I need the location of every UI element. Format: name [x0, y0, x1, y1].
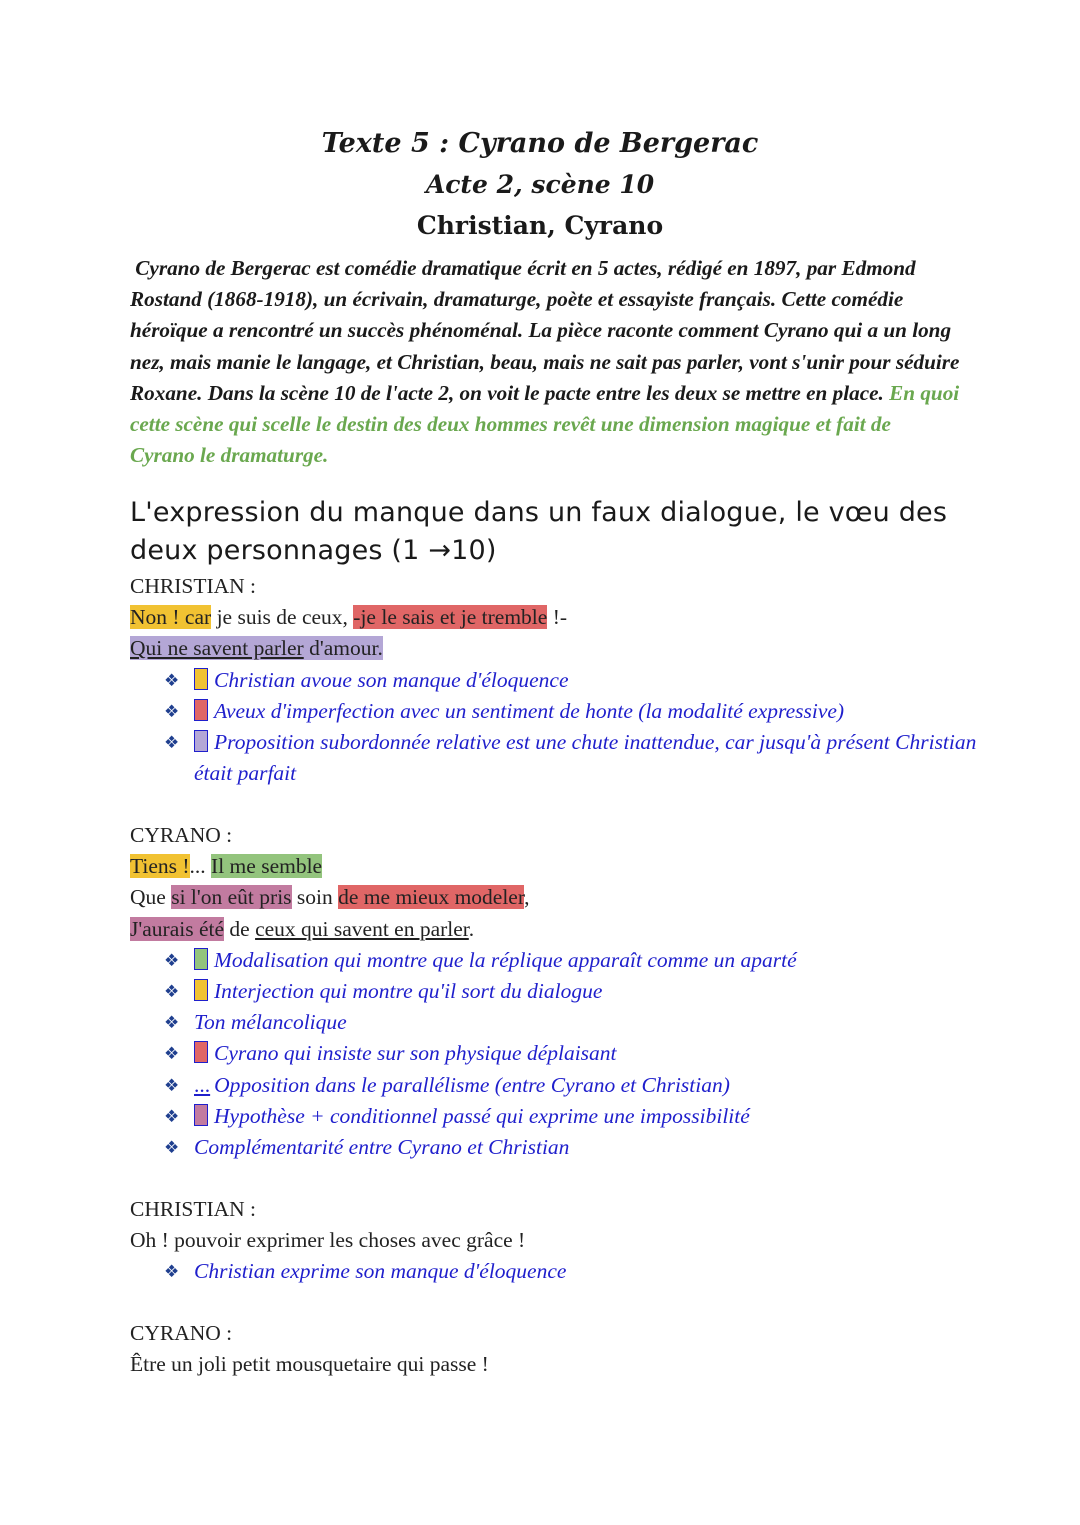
note-text: Ton mélancolique: [194, 1010, 347, 1035]
diamond-bullet-icon: ❖: [164, 701, 180, 721]
dialogue-block-christian-1: [130, 571, 990, 789]
highlight-yellow: Tiens !: [130, 854, 190, 879]
verse-line: Être un joli petit mousquetaire qui passe !: [130, 1352, 489, 1377]
note-text: Christian exprime son manque d'éloquence: [194, 1259, 567, 1284]
verse-text: soin: [291, 885, 339, 910]
bracket-marker-icon: [194, 699, 208, 721]
bracket-marker-icon: [194, 1041, 208, 1063]
verse-line: Oh ! pouvoir exprimer les choses avec grâce !: [130, 1228, 526, 1253]
verse-text: d'amour.: [303, 636, 383, 661]
verse-text: ...: [189, 854, 212, 879]
note-item: [164, 696, 990, 727]
diamond-bullet-icon: ❖: [164, 1138, 180, 1158]
highlight-pink: si l'on eût pris: [171, 885, 292, 910]
speaker-label: CYRANO :: [130, 1321, 233, 1345]
document-title: Texte 5 : Cyrano de Bergerac: [321, 128, 759, 159]
dialogue-block-cyrano-1: [130, 820, 990, 1163]
verse-text: .: [468, 916, 475, 941]
note-item: [164, 945, 990, 976]
analysis-notes: [130, 945, 990, 1163]
highlight-red: de me mieux modeler: [338, 885, 525, 910]
verse-text: de: [224, 916, 256, 941]
underlined-text: ceux qui savent en parler: [255, 916, 469, 941]
verse-line: [130, 602, 990, 633]
note-item: [164, 727, 990, 789]
verse-line: [130, 851, 990, 882]
highlight-yellow: Non ! car: [130, 605, 212, 630]
introduction-paragraph: [130, 253, 960, 471]
bracket-marker-icon: [194, 979, 208, 1001]
underlined-text: Qui ne savent parler: [130, 636, 304, 661]
verse-text: je suis de ceux,: [211, 605, 354, 630]
note-text: Christian avoue son manque d'éloquence: [214, 667, 569, 692]
dialogue-block-christian-2: [130, 1194, 990, 1288]
note-item: [164, 976, 990, 1007]
note-text: Interjection qui montre qu'il sort du dialogue: [214, 979, 603, 1004]
characters-subtitle: Christian, Cyrano: [416, 211, 664, 240]
verse-text: Que: [130, 885, 172, 910]
verse-text: ,: [524, 885, 530, 910]
diamond-bullet-icon: ❖: [164, 733, 180, 753]
bracket-marker-icon: [194, 668, 208, 690]
ellipsis-marker: ...: [194, 1072, 211, 1097]
note-item: [164, 1038, 990, 1069]
intro-text: Cyrano de Bergerac est comédie dramatique écrit en 5 actes, rédigé en 1897, par Edmond Rostand (1868-1918), un écrivain, dramaturge, poète et essayiste français. Cette comédie héroïque a rencontré un succès phénoménal. La pièce raconte comment Cyrano qui a un long nez, mais manie le langage, et Christian, beau, mais ne sait pas parler, vont s'unir pour séduire Roxane. Dans la scène 10 de l'acte 2, on voit le pacte entre les deux se mettre en place.: [130, 256, 960, 405]
note-text: Opposition dans le parallélisme (entre Cyrano et Christian): [214, 1072, 730, 1097]
highlight-purple: [130, 636, 383, 660]
note-text: Complémentarité entre Cyrano et Christian: [194, 1135, 570, 1160]
note-text: Cyrano qui insiste sur son physique déplaisant: [214, 1041, 617, 1066]
note-item: [164, 1070, 990, 1101]
diamond-bullet-icon: ❖: [164, 1075, 180, 1095]
diamond-bullet-icon: ❖: [164, 1262, 180, 1282]
analysis-notes: [130, 665, 990, 790]
diamond-bullet-icon: ❖: [164, 1044, 180, 1064]
note-item: [164, 1132, 990, 1163]
note-item: [164, 1101, 990, 1132]
verse-line: [130, 882, 990, 913]
bracket-marker-icon: [194, 730, 208, 752]
highlight-green: Il me semble: [211, 854, 323, 879]
speaker-label: CHRISTIAN :: [130, 574, 257, 598]
note-text: Aveux d'imperfection avec un sentiment de honte (la modalité expressive): [214, 698, 845, 723]
dialogue-block-cyrano-2: [130, 1318, 990, 1380]
note-text: Proposition subordonnée relative est une chute inattendue, car jusqu'à présent Christian était parfait: [194, 730, 977, 786]
verse-line: [130, 914, 990, 945]
highlight-red: -je le sais et je tremble: [353, 605, 548, 630]
note-item: [164, 1256, 990, 1287]
speaker-label: CYRANO :: [130, 823, 233, 847]
act-scene-subtitle: Acte 2, scène 10: [425, 170, 655, 199]
verse-line: [130, 633, 990, 664]
problematic-question: En quoi cette scène qui scelle le destin des deux hommes revêt une dimension magique et fait de Cyrano le dramaturge.: [130, 380, 960, 468]
note-item: [164, 1007, 990, 1038]
diamond-bullet-icon: ❖: [164, 982, 180, 1002]
bracket-marker-icon: [194, 1104, 208, 1126]
section-heading: L'expression du manque dans un faux dialogue, le vœu des deux personnages (1 →10): [130, 497, 948, 566]
diamond-bullet-icon: ❖: [164, 670, 180, 690]
note-item: [164, 665, 990, 696]
diamond-bullet-icon: ❖: [164, 1013, 180, 1033]
verse-text: !-: [547, 605, 568, 630]
bracket-marker-icon: [194, 948, 208, 970]
diamond-bullet-icon: ❖: [164, 1106, 180, 1126]
speaker-label: CHRISTIAN :: [130, 1197, 257, 1221]
diamond-bullet-icon: ❖: [164, 950, 180, 970]
analysis-notes: [130, 1256, 990, 1287]
note-text: Hypothèse + conditionnel passé qui exprime une impossibilité: [214, 1103, 750, 1128]
note-text: Modalisation qui montre que la réplique apparaît comme un aparté: [214, 947, 797, 972]
highlight-pink: J'aurais été: [130, 916, 225, 941]
